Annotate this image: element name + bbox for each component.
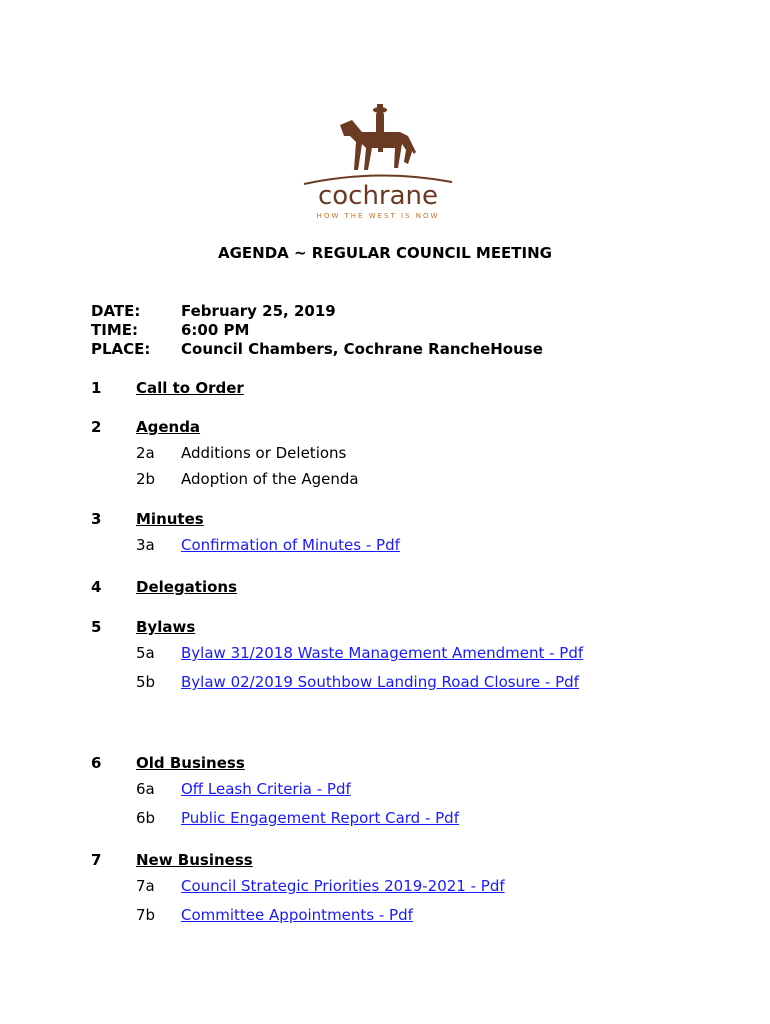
item-number: 3a bbox=[136, 536, 155, 554]
section-heading-agenda: Agenda bbox=[136, 418, 201, 436]
logo-wordmark: cochrane bbox=[317, 181, 439, 211]
section-number: 4 bbox=[91, 578, 102, 596]
committee-appointments-pdf-link[interactable]: Committee Appointments - Pdf bbox=[181, 906, 413, 924]
item-text: Additions or Deletions bbox=[181, 444, 347, 462]
item-number: 5b bbox=[136, 673, 156, 691]
section-heading-delegations: Delegations bbox=[136, 578, 238, 596]
time-value: 6:00 PM bbox=[181, 321, 250, 339]
section-number: 1 bbox=[91, 379, 102, 397]
item-number: 2b bbox=[136, 470, 156, 488]
item-number: 6b bbox=[136, 809, 156, 827]
cochrane-logo bbox=[300, 92, 456, 222]
minutes-pdf-link[interactable]: Confirmation of Minutes - Pdf bbox=[181, 536, 400, 554]
time-label: TIME: bbox=[91, 321, 138, 339]
strategic-priorities-pdf-link[interactable]: Council Strategic Priorities 2019-2021 - Pdf bbox=[181, 877, 505, 895]
item-number: 2a bbox=[136, 444, 155, 462]
bylaw-02-2019-pdf-link[interactable]: Bylaw 02/2019 Southbow Landing Road Closure - Pdf bbox=[181, 673, 579, 691]
section-heading-bylaws: Bylaws bbox=[136, 618, 196, 636]
off-leash-pdf-link[interactable]: Off Leash Criteria - Pdf bbox=[181, 780, 351, 798]
horse-rider-icon bbox=[340, 104, 416, 170]
section-heading-old-business: Old Business bbox=[136, 754, 245, 772]
date-label: DATE: bbox=[91, 302, 141, 320]
section-number: 3 bbox=[91, 510, 102, 528]
item-number: 6a bbox=[136, 780, 155, 798]
section-heading-new-business: New Business bbox=[136, 851, 253, 869]
logo-tagline: HOW THE WEST IS NOW bbox=[316, 212, 440, 220]
section-number: 2 bbox=[91, 418, 102, 436]
item-number: 5a bbox=[136, 644, 155, 662]
section-number: 5 bbox=[91, 618, 102, 636]
date-value: February 25, 2019 bbox=[181, 302, 336, 320]
item-number: 7a bbox=[136, 877, 155, 895]
section-number: 6 bbox=[91, 754, 102, 772]
item-text: Adoption of the Agenda bbox=[181, 470, 359, 488]
section-number: 7 bbox=[91, 851, 102, 869]
page-title: AGENDA ~ REGULAR COUNCIL MEETING bbox=[218, 244, 552, 262]
section-heading-minutes: Minutes bbox=[136, 510, 204, 528]
item-number: 7b bbox=[136, 906, 156, 924]
bylaw-31-2018-pdf-link[interactable]: Bylaw 31/2018 Waste Management Amendment - Pdf bbox=[181, 644, 584, 662]
place-label: PLACE: bbox=[91, 340, 151, 358]
section-heading-call-to-order: Call to Order bbox=[136, 379, 244, 397]
engagement-report-pdf-link[interactable]: Public Engagement Report Card - Pdf bbox=[181, 809, 459, 827]
place-value: Council Chambers, Cochrane RancheHouse bbox=[181, 340, 543, 358]
